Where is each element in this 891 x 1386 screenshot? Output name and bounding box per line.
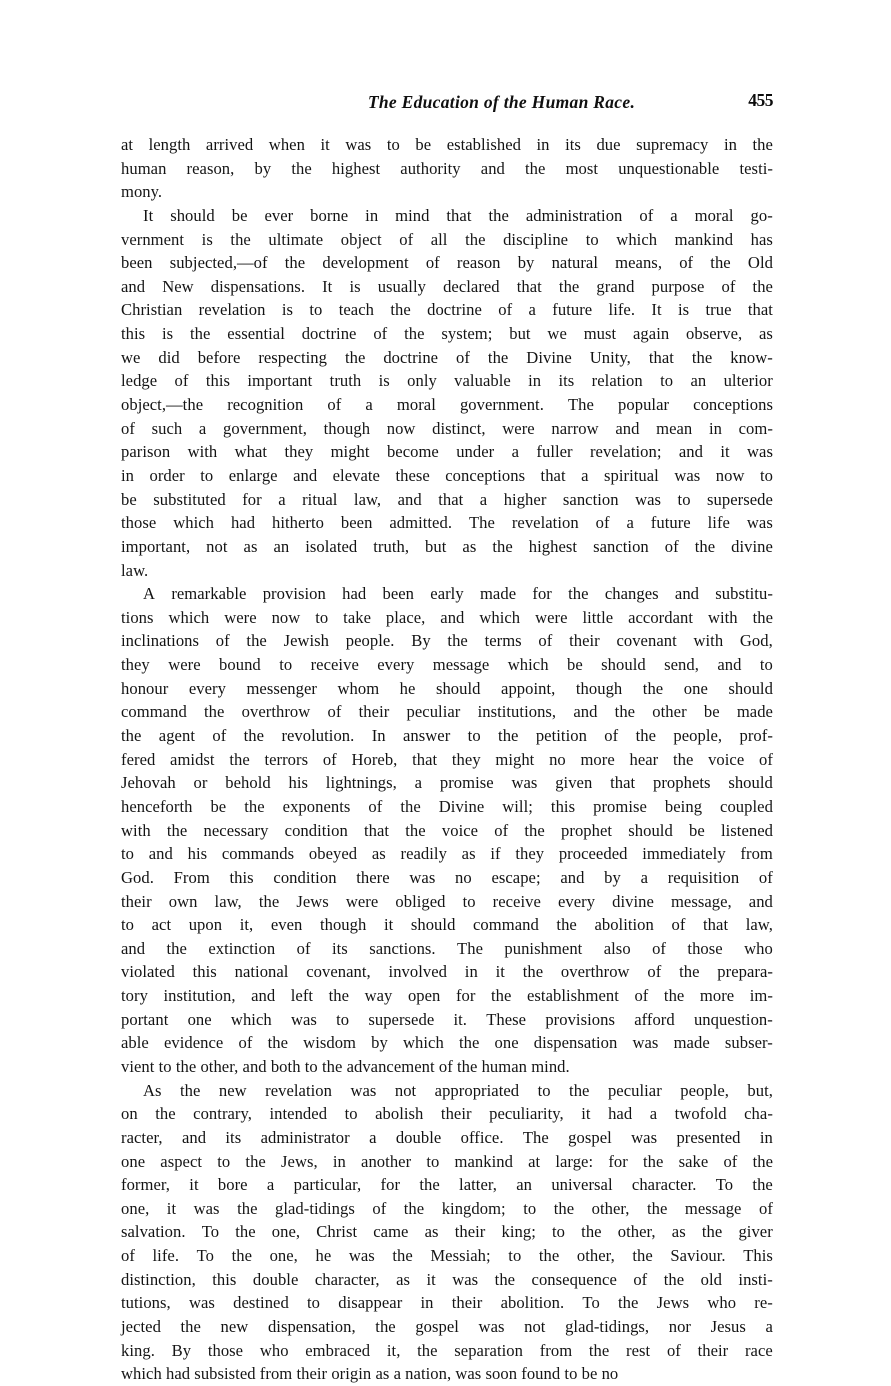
text-line: Jehovah or behold his lightnings, a promise was given that prophets should [121,773,773,793]
text-line: tutions, was destined to disappear in their abolition. To the Jews who re- [121,1293,773,1313]
text-line: be substituted for a ritual law, and that a higher sanction was to supersede [121,489,773,509]
text-line: God. From this condition there was no escape; and by a requisition of [121,867,773,887]
text-line: A remarkable provision had been early made for the changes and substitu- [143,584,773,604]
text-line: on the contrary, intended to abolish their peculiarity, it had a twofold cha- [121,1104,773,1124]
running-head [118,92,773,118]
page-number: 455 [748,90,773,110]
text-line: been subjected,—of the development of reason by natural means, of the Old [121,253,773,273]
text-line: their own law, the Jews were obliged to receive every divine message, and [121,891,773,911]
text-line: those which had hitherto been admitted. The revelation of a future life was [121,513,773,533]
text-line: able evidence of the wisdom by which the one dispensation was made subser- [121,1033,773,1053]
text-line: with the necessary condition that the voice of the prophet should be listened [121,820,773,840]
text-line: of life. To the one, he was the Messiah; to the other, the Saviour. This [121,1246,773,1266]
text-line: in order to enlarge and elevate these conceptions that a spiritual was now to [121,465,773,485]
text-line: It should be ever borne in mind that the administration of a moral go- [143,205,773,225]
text-line: of such a government, though now distinct, were narrow and mean in com- [121,418,773,438]
text-line: we did before respecting the doctrine of the Divine Unity, that the know- [121,347,773,367]
paragraph-remarkable-provision [121,582,773,1078]
text-line: Christian revelation is to teach the doctrine of a future life. It is true that [121,300,773,320]
text-line: tory institution, and left the way open for the establishment of the more im- [121,986,773,1006]
text-line: law. [121,560,149,580]
text-line: racter, and its administrator a double office. The gospel was presented in [121,1127,773,1147]
text-line: ledge of this important truth is only valuable in its relation to an ulterior [121,371,773,391]
text-line: violated this national covenant, involved in it the overthrow of the prepara- [121,962,773,982]
text-line: they were bound to receive every message which be should send, and to [121,655,773,675]
text-line: which had subsisted from their origin as a nation, was soon found to be no [121,1364,619,1384]
text-line: one aspect to the Jews, in another to mankind at large: for the sake of the [121,1151,773,1171]
text-line: distinction, this double character, as it was the consequence of the old insti- [121,1269,773,1289]
text-line: henceforth be the exponents of the Divine will; this promise being coupled [121,796,773,816]
paragraph-continuation [121,133,773,204]
text-line: former, it bore a particular, for the latter, an universal character. To the [121,1175,773,1195]
text-line: king. By those who embraced it, the separation from the rest of their race [121,1340,773,1360]
text-line: vernment is the ultimate object of all the discipline to which mankind has [121,229,773,249]
text-line: and New dispensations. It is usually declared that the grand purpose of the [121,276,773,296]
text-line: tions which were now to take place, and which were little accordant with the [121,607,773,627]
text-line: to act upon it, even though it should command the abolition of that law, [121,915,773,935]
text-line: fered amidst the terrors of Horeb, that they might no more hear the voice of [121,749,773,769]
text-line: parison with what they might become under a fuller revelation; and it was [121,442,773,462]
text-line: object,—the recognition of a moral government. The popular conceptions [121,395,773,415]
running-head-title: The Education of the Human Race. [367,92,636,112]
text-line: jected the new dispensation, the gospel was not glad-tidings, nor Jesus a [121,1317,773,1337]
body-text-block [121,133,773,1386]
text-line: one, it was the glad-tidings of the kingdom; to the other, the message of [121,1198,773,1218]
paragraph-new-revelation [121,1079,773,1386]
text-line: vient to the other, and both to the advancement of the human mind. [121,1056,570,1076]
text-line: to and his commands obeyed as readily as if they proceeded immediately from [121,844,773,864]
text-line: and the extinction of its sanctions. The punishment also of those who [121,938,773,958]
text-line: honour every messenger whom he should appoint, though the one should [121,678,773,698]
text-line: command the overthrow of their peculiar institutions, and the other be made [121,702,773,722]
text-line: this is the essential doctrine of the system; but we must again observe, as [121,324,773,344]
text-line: the agent of the revolution. In answer to the petition of the people, prof- [121,726,773,746]
text-line: salvation. To the one, Christ came as their king; to the other, as the giver [121,1222,773,1242]
text-line: As the new revelation was not appropriated to the peculiar people, but, [143,1080,773,1100]
text-line: important, not as an isolated truth, but as the highest sanction of the divine [121,536,773,556]
text-line: at length arrived when it was to be established in its due supremacy in the [121,135,773,154]
text-line: human reason, by the highest authority and the most unquestionable testi- [121,158,773,178]
text-line: mony. [121,182,163,202]
text-line: portant one which was to supersede it. These provisions afford unquestion- [121,1009,773,1029]
text-line: inclinations of the Jewish people. By the terms of their covenant with God, [121,631,773,651]
paragraph-moral-government [121,204,773,582]
